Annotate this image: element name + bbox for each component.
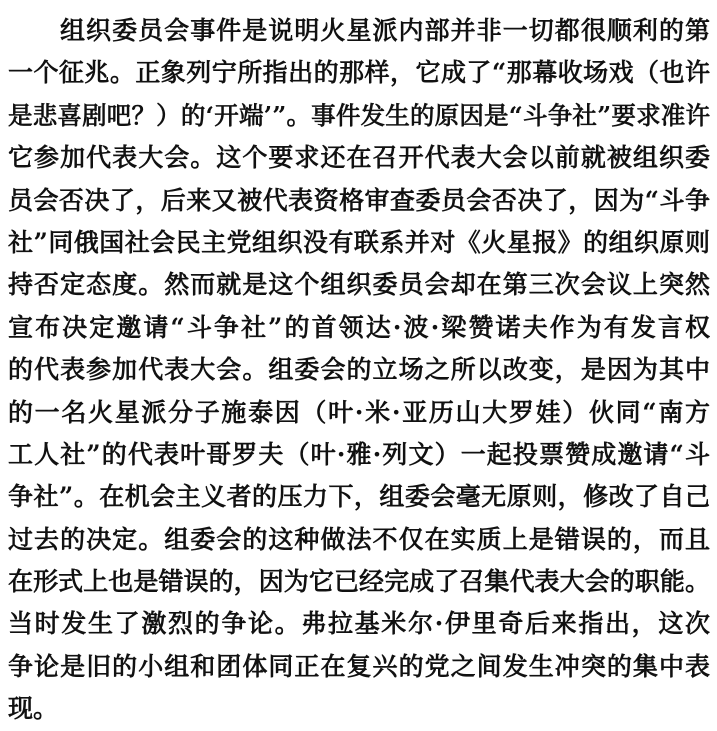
text-line: 在形式上也是错误的，因为它已经完成了召集代表大会的职能。 [8,567,710,597]
text-line: 争论是旧的小组和团体同正在复兴的党之间发生冲突的集中表 [8,651,710,681]
text-line: 现。 [8,694,59,724]
text-line: 它参加代表大会。这个要求还在召开代表大会以前就被组织委 [8,143,710,173]
text-line: 当时发生了激烈的争论。弗拉基米尔·伊里奇后来指出，这次 [8,609,710,639]
text-line: 员会否决了，后来又被代表资格审查委员会否决了，因为“斗争 [8,185,710,215]
text-line: 工人社”的代表叶哥罗夫（叶·雅·列文）一起投票赞成邀请“斗 [8,439,710,469]
text-line: 组织委员会事件是说明火星派内部并非一切都很顺利的第 [60,16,710,45]
text-line: 社”同俄国社会民主党组织没有联系并对《火星报》的组织原则 [8,227,710,257]
text-line: 的一名火星派分子施泰因（叶·米·亚历山大罗娃）伙同“南方 [8,397,710,427]
text-line: 宣布决定邀请“斗争社”的首领达·波·梁赞诺夫作为有发言权 [8,312,710,342]
paragraph [8,10,710,731]
text-line: 一个征兆。正象列宁所指出的那样，它成了“那幕收场戏（也许 [8,58,710,88]
text-line: 持否定态度。然而就是这个组织委员会却在第三次会议上突然 [8,270,710,300]
text-line: 的代表参加代表大会。组委会的立场之所以改变，是因为其中 [8,355,710,385]
text-line: 过去的决定。组委会的这种做法不仅在实质上是错误的，而且 [8,524,710,554]
text-line: 争社”。在机会主义者的压力下，组委会毫无原则，修改了自己 [8,482,710,512]
text-line: 是悲喜剧吧？）的‘开端’”。事件发生的原因是“斗争社”要求准许 [8,100,710,130]
